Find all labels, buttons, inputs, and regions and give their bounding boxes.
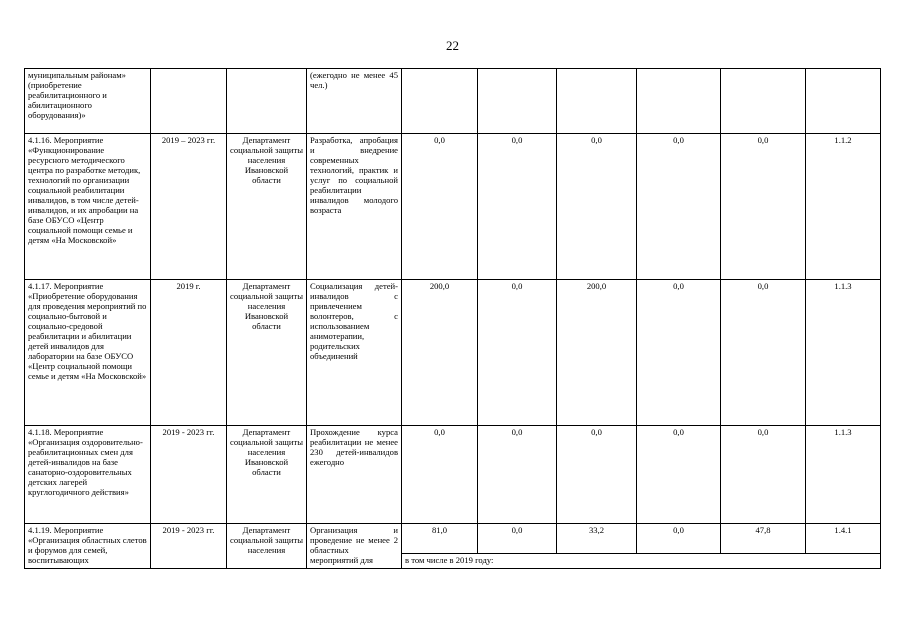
funding-federal: 0,0 xyxy=(478,426,557,524)
funding-other xyxy=(721,69,806,134)
funding-total xyxy=(402,69,478,134)
funding-federal: 0,0 xyxy=(478,524,557,554)
activity-term: 2019 - 2023 гг. xyxy=(151,524,227,569)
funding-other: 0,0 xyxy=(721,426,806,524)
funding-regional xyxy=(557,69,637,134)
funding-municipal xyxy=(637,69,721,134)
table-row xyxy=(25,280,881,426)
activity-executor xyxy=(227,69,307,134)
funding-regional: 0,0 xyxy=(557,134,637,280)
funding-municipal: 0,0 xyxy=(637,134,721,280)
activity-name: 4.1.18. Мероприятие «Организация оздоровительно-реабилитационных смен для детей-инвалидов на базе санаторно-оздоровительных детских лагерей круглогодичного действия» xyxy=(25,426,151,524)
indicator-code: 1.4.1 xyxy=(806,524,881,554)
activity-executor: Департамент социальной защиты населения Ивановской области xyxy=(227,134,307,280)
table-row xyxy=(25,69,881,134)
activity-term: 2019 г. xyxy=(151,280,227,426)
funding-regional: 200,0 xyxy=(557,280,637,426)
activity-executor: Департамент социальной защиты населения Ивановской области xyxy=(227,280,307,426)
activity-name: муниципальным районам» (приобретение реабилитационного и абилитационного оборудования)» xyxy=(25,69,151,134)
activity-result: Организация и проведение не менее 2 областных мероприятий для xyxy=(307,524,402,569)
funding-other: 0,0 xyxy=(721,134,806,280)
activity-executor: Департамент социальной защиты населения xyxy=(227,524,307,569)
activity-term: 2019 – 2023 гг. xyxy=(151,134,227,280)
funding-federal: 0,0 xyxy=(478,134,557,280)
activity-result: Разработка, апробация и внедрение современных технологий, практик и услуг по социальной реабилитации инвалидов молодого возраста xyxy=(307,134,402,280)
activity-result: Социализация детей-инвалидов с привлечением волонтеров, с использованием анимотерапии, родительских объединений xyxy=(307,280,402,426)
funding-regional: 33,2 xyxy=(557,524,637,554)
indicator-code: 1.1.3 xyxy=(806,280,881,426)
table-row xyxy=(25,524,881,554)
page-number: 22 xyxy=(446,38,459,53)
activity-result: (ежегодно не менее 45 чел.) xyxy=(307,69,402,134)
funding-municipal: 0,0 xyxy=(637,280,721,426)
funding-federal xyxy=(478,69,557,134)
indicator-code xyxy=(806,69,881,134)
table-row xyxy=(25,426,881,524)
funding-total: 200,0 xyxy=(402,280,478,426)
activity-result: Прохождение курса реабилитации не менее 230 детей-инвалидов ежегодно xyxy=(307,426,402,524)
activity-name: 4.1.16. Мероприятие «Функционирование ресурсного методического центра по разработке методик, технологий по организации социальной реабилитации инвалидов, в том числе детей-инвалидов, и их апробации на базе ОБУСО «Центр социальной помощи семье и детям «На Московской» xyxy=(25,134,151,280)
activity-term: 2019 - 2023 гг. xyxy=(151,426,227,524)
activity-name: 4.1.19. Мероприятие «Организация областных слетов и форумов для семей, воспитывающих xyxy=(25,524,151,569)
table-row xyxy=(25,134,881,280)
funding-total: 0,0 xyxy=(402,426,478,524)
activity-term xyxy=(151,69,227,134)
funding-federal: 0,0 xyxy=(478,280,557,426)
funding-other: 0,0 xyxy=(721,280,806,426)
indicator-code: 1.1.2 xyxy=(806,134,881,280)
funding-total: 81,0 xyxy=(402,524,478,554)
indicator-code: 1.1.3 xyxy=(806,426,881,524)
activity-name: 4.1.17. Мероприятие «Приобретение оборудования для проведения мероприятий по социально-бытовой и социально-средовой реабилитации и абилитации детей инвалидов для лаборатории на базе ОБУСО «Центр социальной помощи семье и детям «На Московской» xyxy=(25,280,151,426)
funding-municipal: 0,0 xyxy=(637,426,721,524)
activity-executor: Департамент социальной защиты населения Ивановской области xyxy=(227,426,307,524)
funding-regional: 0,0 xyxy=(557,426,637,524)
funding-other: 47,8 xyxy=(721,524,806,554)
funding-municipal: 0,0 xyxy=(637,524,721,554)
year-breakdown-note: в том числе в 2019 году: xyxy=(402,554,881,569)
program-activities-table xyxy=(24,68,881,569)
funding-total: 0,0 xyxy=(402,134,478,280)
